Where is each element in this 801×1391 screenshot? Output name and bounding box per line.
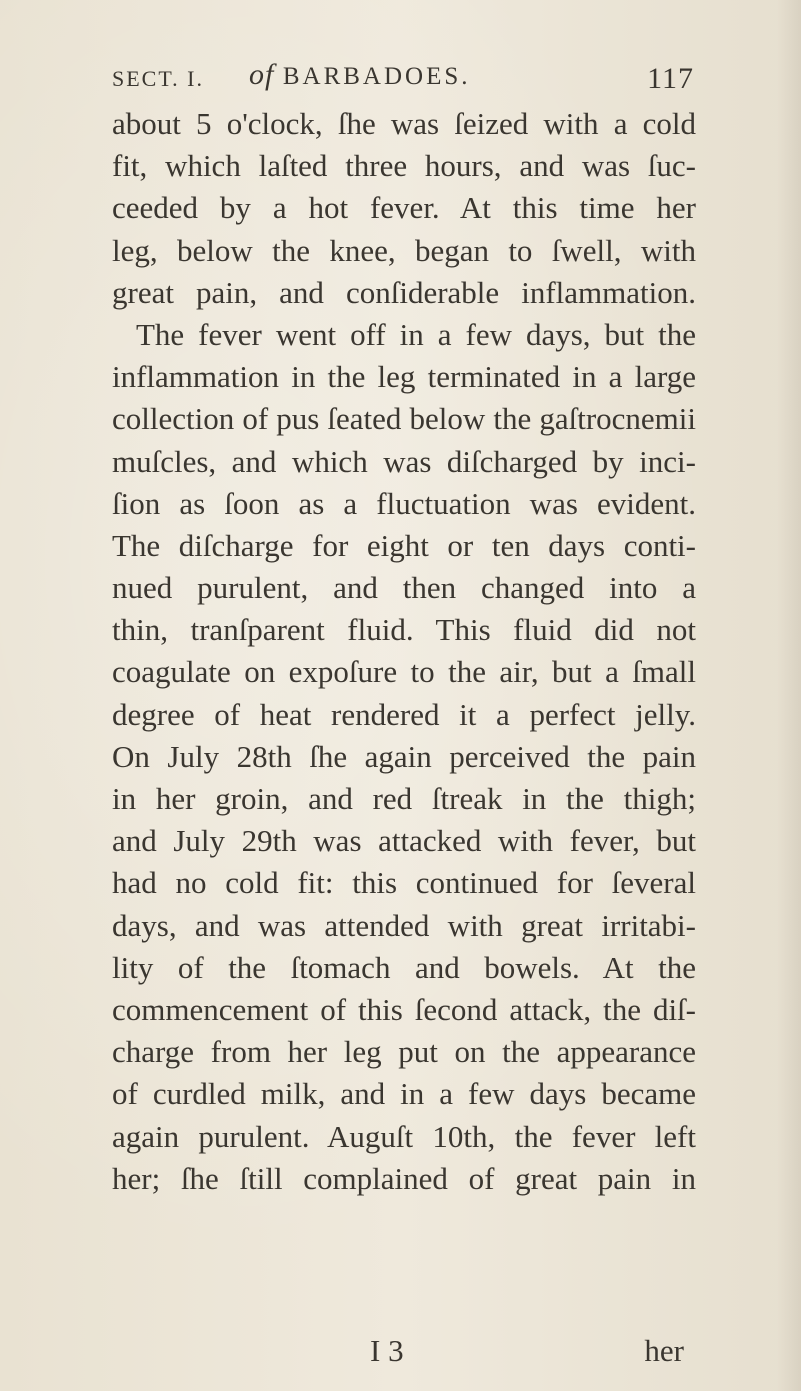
text-line: On July 28th ſhe again perceived the pain (112, 738, 696, 774)
text-line: great pain, and conſiderable inflammation. (112, 274, 696, 310)
text-line: charge from her leg put on the appearance (112, 1034, 696, 1070)
page-footer (112, 1333, 696, 1373)
text-line: lity of the ſtomach and bowels. At the (112, 949, 696, 985)
text-line: ſion as ſoon as a fluctuation was evident. (112, 485, 696, 521)
running-header (112, 58, 694, 106)
text-line: nued purulent, and then changed into a (112, 570, 696, 606)
text-line: thin, tranſparent fluid. This fluid did not (112, 612, 696, 648)
text-line: again purulent. Auguſt 10th, the fever left (112, 1118, 696, 1154)
text-line: The diſcharge for eight or ten days conti- (112, 527, 696, 563)
text-line: and July 29th was attacked with fever, but (112, 823, 696, 859)
body-text (112, 103, 696, 1200)
text-line: had no cold fit: this continued for ſeveral (112, 865, 696, 901)
text-line: fit, which laſted three hours, and was ſuc- (112, 148, 696, 184)
text-line: degree of heat rendered it a perfect jelly. (112, 696, 696, 732)
text-line: about 5 o'clock, ſhe was ſeized with a cold (112, 106, 696, 141)
catchword: her (644, 1333, 684, 1368)
text-line: her; ſhe ſtill complained of great pain in (112, 1160, 696, 1196)
text-line: coagulate on expoſure to the air, but a ſmall (112, 654, 696, 690)
page-number: 117 (647, 62, 694, 95)
signature-mark: I 3 (370, 1333, 404, 1368)
text-line: muſcles, and which was diſcharged by inci- (112, 443, 696, 479)
text-line: inflammation in the leg terminated in a large (112, 359, 696, 395)
text-line: of curdled milk, and in a few days became (112, 1076, 696, 1112)
text-line: in her groin, and red ſtreak in the thigh; (112, 781, 696, 816)
page-edge-shadow (777, 0, 801, 1391)
text-line: commencement of this ſecond attack, the diſ- (112, 991, 696, 1027)
running-title (249, 58, 471, 92)
title-prefix: of (249, 58, 275, 91)
text-line: days, and was attended with great irritabi- (112, 907, 696, 943)
title-main: BARBADOES. (282, 63, 471, 90)
text-line: ceeded by a hot fever. At this time her (112, 190, 696, 226)
section-label: SECT. I. (112, 66, 204, 91)
text-line: The fever went off in a few days, but the (136, 316, 696, 352)
text-line: collection of pus ſeated below the gaſtrocnemii (112, 401, 696, 437)
text-line: leg, below the knee, began to ſwell, with (112, 232, 696, 268)
